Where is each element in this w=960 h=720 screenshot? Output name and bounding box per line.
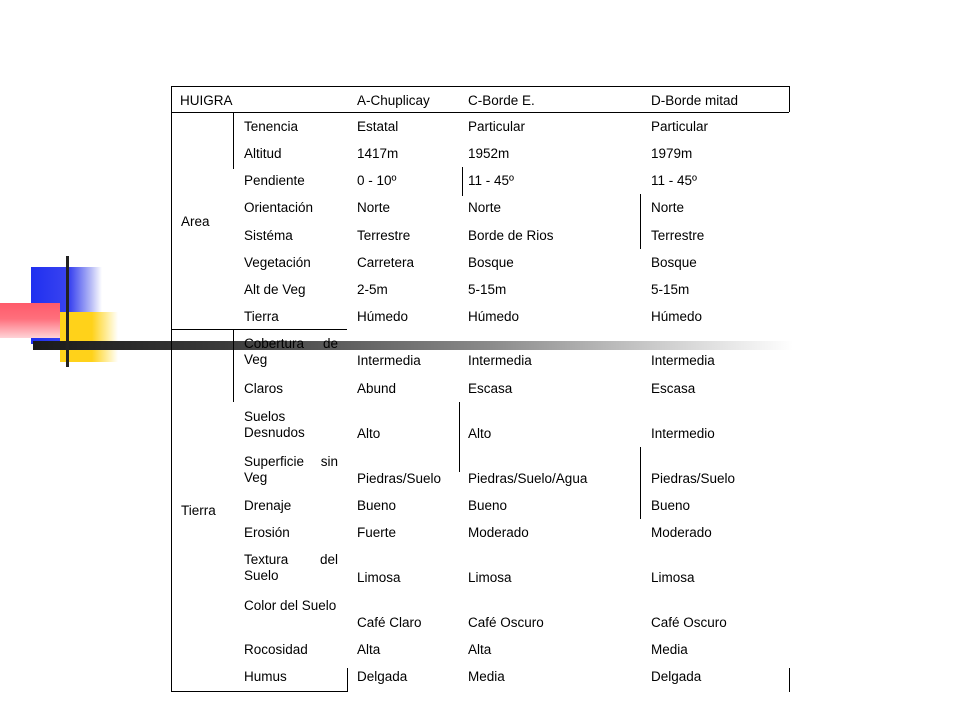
cell-col-c: Húmedo bbox=[468, 309, 520, 324]
cell-col-c: Moderado bbox=[468, 525, 529, 540]
table-bottom-border bbox=[171, 691, 347, 692]
cell-col-c: Norte bbox=[468, 200, 502, 215]
cell-col-a: Fuerte bbox=[357, 525, 397, 540]
cell-col-c: Alta bbox=[468, 642, 492, 657]
table-right-border bbox=[789, 86, 790, 112]
cell-col-d: Media bbox=[651, 642, 688, 657]
cell-col-a: Alto bbox=[357, 426, 381, 441]
row-label: Color del Suelo bbox=[244, 598, 337, 613]
row-label: Cobertura de Veg bbox=[244, 336, 338, 367]
cell-col-a: Terrestre bbox=[357, 228, 411, 243]
cell-col-c: Piedras/Suelo/Agua bbox=[468, 471, 588, 486]
cell-col-a: Café Claro bbox=[357, 615, 422, 630]
cell-col-a: Abund bbox=[357, 381, 397, 396]
row-label: Claros bbox=[244, 381, 284, 396]
group-divider bbox=[171, 329, 347, 330]
emblem-red-square bbox=[0, 303, 60, 338]
cell-col-d: Particular bbox=[651, 119, 709, 134]
cell-col-c: Intermedia bbox=[468, 353, 532, 368]
cell-col-c: Limosa bbox=[468, 570, 512, 585]
row-label: Tierra bbox=[244, 309, 279, 324]
cell-col-d: Intermedio bbox=[651, 426, 715, 441]
row-label: Erosión bbox=[244, 525, 290, 540]
col-divider-segment bbox=[462, 167, 463, 196]
cell-col-a: Delgada bbox=[357, 669, 408, 684]
col-divider-segment bbox=[459, 402, 460, 472]
cell-col-a: 0 - 10º bbox=[357, 173, 397, 188]
row-label: Altitud bbox=[244, 146, 282, 161]
cell-col-c: 11 - 45º bbox=[468, 173, 514, 188]
row-label: Tenencia bbox=[244, 119, 299, 134]
emblem-vertical-line bbox=[66, 256, 69, 367]
cell-col-c: Café Oscuro bbox=[468, 615, 544, 630]
header-bottom-border bbox=[171, 112, 789, 113]
label-divider-tierra bbox=[233, 330, 234, 402]
cell-col-d: Delgada bbox=[651, 669, 702, 684]
cell-col-d: Intermedia bbox=[651, 353, 715, 368]
cell-col-a: Piedras/Suelo bbox=[357, 471, 442, 486]
cell-col-c: Particular bbox=[468, 119, 526, 134]
cell-col-d: 1979m bbox=[651, 146, 693, 161]
row-label: Sistéma bbox=[244, 228, 293, 243]
row-label: Superficie sin Veg bbox=[244, 454, 338, 485]
col-divider-bottom bbox=[347, 668, 348, 692]
header-col-c: C-Borde E. bbox=[468, 93, 535, 108]
cell-col-d: Café Oscuro bbox=[651, 615, 727, 630]
cell-col-c: Bueno bbox=[468, 498, 508, 513]
label-divider-area bbox=[233, 112, 234, 169]
cell-col-d: 5-15m bbox=[651, 282, 690, 297]
cell-col-a: Intermedia bbox=[357, 353, 421, 368]
emblem-horizontal-line bbox=[33, 341, 793, 350]
row-label: Alt de Veg bbox=[244, 282, 306, 297]
table-left-border bbox=[171, 86, 172, 692]
cell-col-c: Alto bbox=[468, 426, 492, 441]
group-label-area: Area bbox=[181, 214, 210, 229]
cell-col-d: Limosa bbox=[651, 570, 695, 585]
row-label: Drenaje bbox=[244, 498, 292, 513]
col-divider-segment bbox=[640, 447, 641, 519]
cell-col-c: Bosque bbox=[468, 255, 514, 270]
cell-col-a: Limosa bbox=[357, 570, 401, 585]
row-label: Humus bbox=[244, 669, 287, 684]
cell-col-c: 1952m bbox=[468, 146, 510, 161]
group-label-tierra: Tierra bbox=[181, 503, 216, 518]
cell-col-a: 1417m bbox=[357, 146, 399, 161]
cell-col-d: Piedras/Suelo bbox=[651, 471, 736, 486]
cell-col-c: Borde de Rios bbox=[468, 228, 554, 243]
row-label: Orientación bbox=[244, 200, 314, 215]
header-col-d: D-Borde mitad bbox=[651, 93, 739, 108]
cell-col-d: Norte bbox=[651, 200, 685, 215]
cell-col-a: Alta bbox=[357, 642, 381, 657]
cell-col-a: Bueno bbox=[357, 498, 397, 513]
header-col-a: A-Chuplicay bbox=[357, 93, 430, 108]
cell-col-a: 2-5m bbox=[357, 282, 388, 297]
cell-col-c: Media bbox=[468, 669, 505, 684]
cell-col-d: Terrestre bbox=[651, 228, 705, 243]
cell-col-a: Norte bbox=[357, 200, 391, 215]
table-top-border bbox=[171, 86, 789, 87]
header-corner: HUIGRA bbox=[180, 93, 233, 108]
cell-col-a: Carretera bbox=[357, 255, 415, 270]
cell-col-a: Estatal bbox=[357, 119, 399, 134]
cell-col-d: 11 - 45º bbox=[651, 173, 697, 188]
cell-col-c: 5-15m bbox=[468, 282, 507, 297]
cell-col-c: Escasa bbox=[468, 381, 513, 396]
cell-col-a: Húmedo bbox=[357, 309, 409, 324]
table-right-border-bottom bbox=[789, 668, 790, 692]
cell-col-d: Escasa bbox=[651, 381, 696, 396]
row-label: Vegetación bbox=[244, 255, 311, 270]
row-label: Rocosidad bbox=[244, 642, 308, 657]
row-label: Suelos Desnudos bbox=[244, 409, 305, 440]
col-divider-segment bbox=[640, 194, 641, 249]
row-label: Textura del Suelo bbox=[244, 552, 338, 583]
cell-col-d: Bueno bbox=[651, 498, 691, 513]
cell-col-d: Moderado bbox=[651, 525, 712, 540]
row-label: Pendiente bbox=[244, 173, 305, 188]
cell-col-d: Húmedo bbox=[651, 309, 703, 324]
cell-col-d: Bosque bbox=[651, 255, 697, 270]
